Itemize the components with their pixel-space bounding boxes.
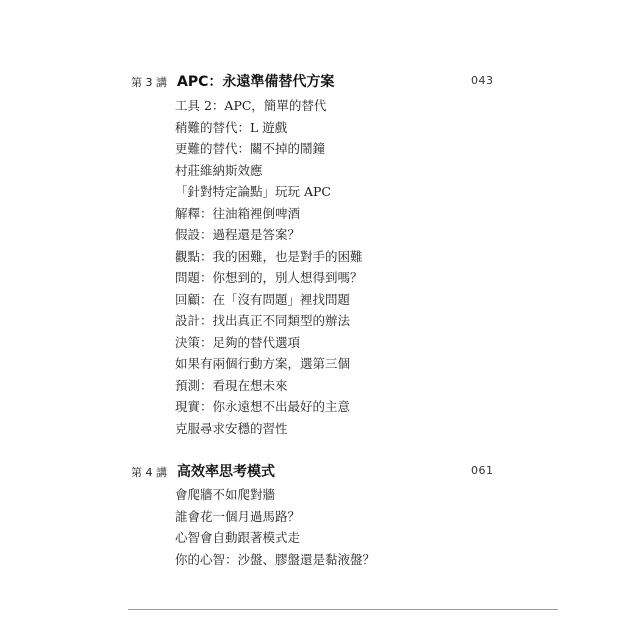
toc-entry[interactable]: 你的心智：沙盤、膠盤還是黏液盤？ [175, 551, 376, 567]
chapter-entry-list [175, 95, 363, 439]
toc-entry[interactable]: 決策：足夠的替代選項 [175, 334, 301, 350]
chapter-title[interactable]: 高效率思考模式 [177, 464, 275, 480]
chapter-label: 第 3 講 [131, 76, 167, 89]
chapter-label: 第 4 講 [131, 466, 167, 479]
chapter-page-number: 043 [471, 74, 494, 87]
toc-entry[interactable]: 「針對特定論點」玩玩 APC [175, 184, 331, 199]
toc-entry[interactable]: 克服尋求安穩的習性 [175, 420, 288, 436]
toc-entry[interactable]: 如果有兩個行動方案，選第三個 [175, 356, 351, 371]
toc-entry[interactable]: 更難的替代：關不掉的鬧鐘 [175, 141, 326, 156]
footer-divider [128, 609, 558, 610]
chapter-title[interactable]: APC：永遠準備替代方案 [177, 74, 335, 90]
chapter-page-number: 061 [471, 464, 494, 477]
chapter-entry-list [175, 484, 375, 570]
toc-entry[interactable]: 村莊維納斯效應 [175, 162, 263, 178]
toc-entry[interactable]: 回顧：在「沒有問題」裡找問題 [175, 291, 351, 307]
toc-entry[interactable]: 誰會花一個月過馬路？ [175, 508, 301, 524]
toc-entry[interactable]: 設計：找出真正不同類型的辦法 [175, 313, 351, 328]
toc-entry[interactable]: 解釋：往油箱裡倒啤酒 [175, 205, 301, 221]
toc-entry[interactable]: 工具 2：APC，簡單的替代 [175, 98, 327, 113]
toc-entry[interactable]: 稍難的替代：L 遊戲 [175, 119, 288, 135]
toc-entry[interactable]: 觀點：我的困難，也是對手的困難 [175, 248, 363, 264]
toc-entry[interactable]: 現實：你永遠想不出最好的主意 [175, 399, 351, 414]
toc-entry[interactable]: 問題：你想到的，別人想得到嗎？ [175, 270, 363, 285]
toc-entry[interactable]: 會爬牆不如爬對牆 [175, 487, 276, 502]
toc-entry[interactable]: 心智會自動跟著模式走 [175, 530, 301, 545]
toc-entry[interactable]: 預測：看現在想未來 [175, 377, 288, 393]
toc-entry[interactable]: 假設：過程還是答案？ [175, 227, 301, 242]
